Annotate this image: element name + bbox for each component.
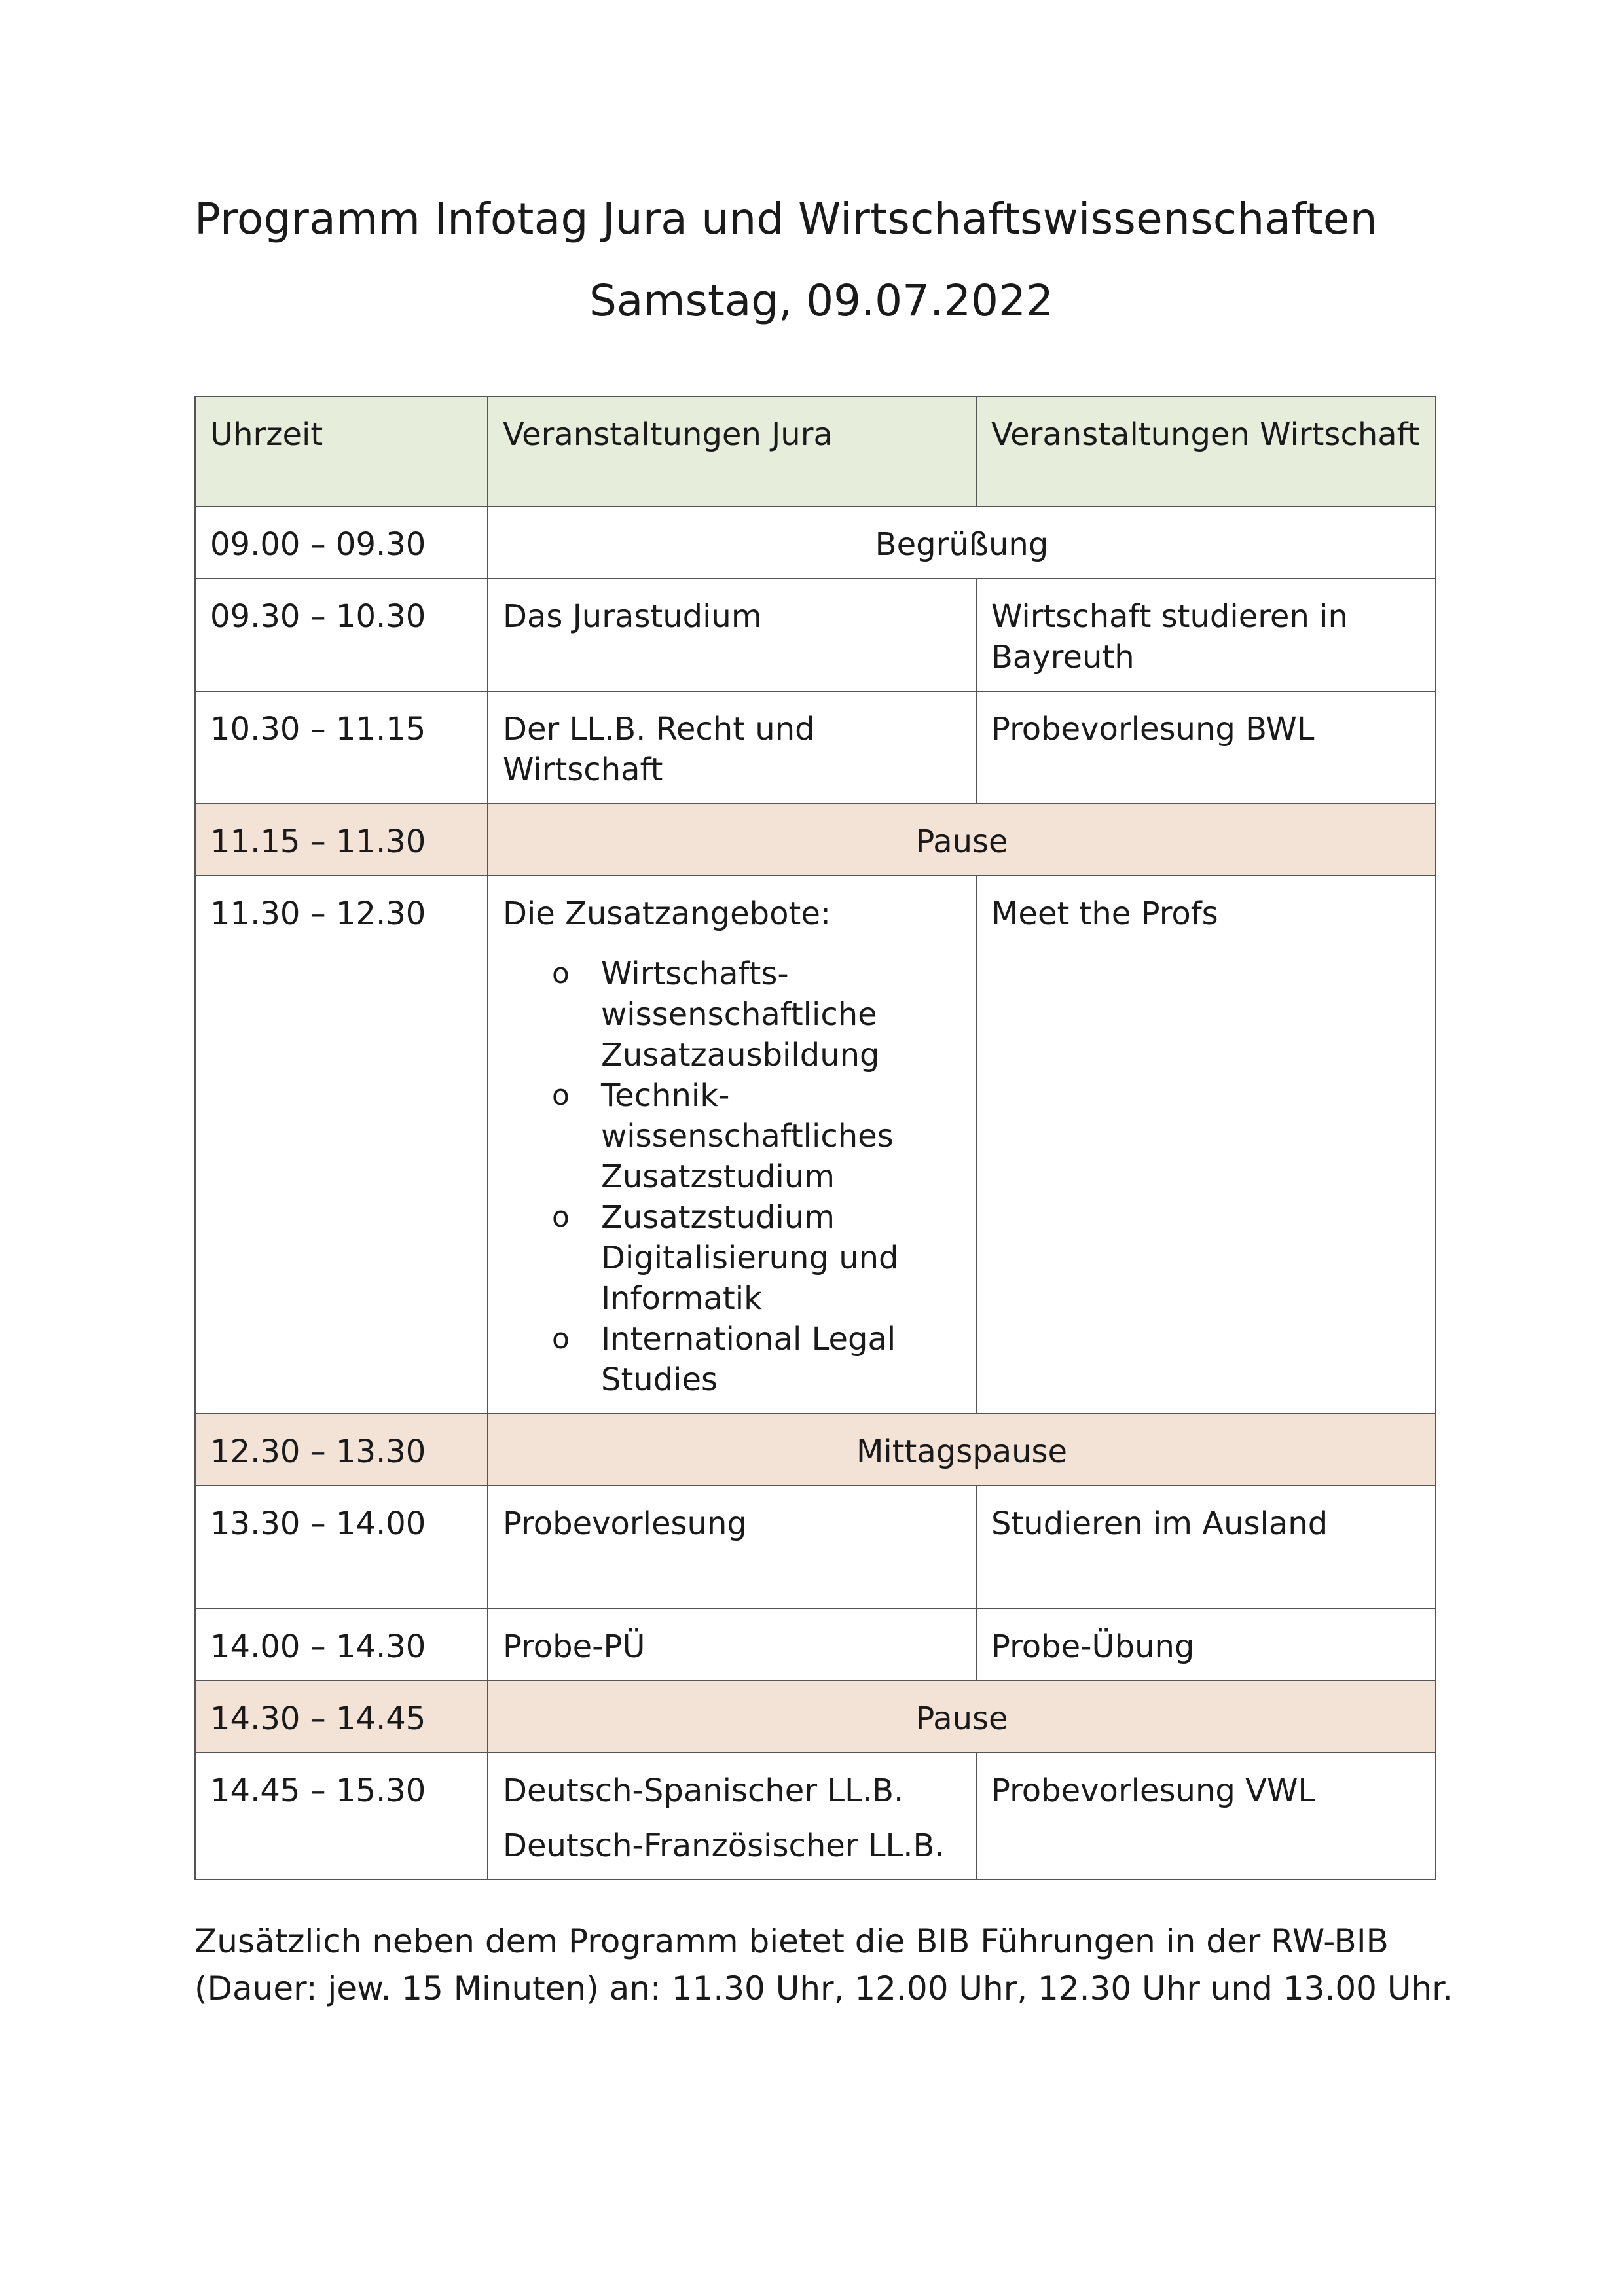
- list-item: o Technik-wissenschaftliches Zusatzstudium: [552, 1077, 894, 1195]
- pause-row: [195, 1414, 1436, 1486]
- time-cell: 14.00 – 14.30: [195, 1609, 488, 1681]
- wirtschaft-cell: Probevorlesung BWL: [976, 691, 1436, 804]
- time-cell: 14.45 – 15.30: [195, 1753, 488, 1880]
- footnote: Zusätzlich neben dem Programm bietet die BIB Führungen in der RW-BIB (Dauer: jew. 15 Minuten) an: 11.30 Uhr, 12.00 Uhr, 12.30 Uhr und 13.00 Uhr.: [194, 1922, 1453, 2007]
- time-cell: 14.30 – 14.45: [195, 1681, 488, 1753]
- jura-cell: Probevorlesung: [488, 1486, 976, 1609]
- jura-intro: Die Zusatzangebote:: [503, 895, 831, 932]
- page-subtitle: Samstag, 09.07.2022: [589, 276, 1054, 326]
- table-row: [195, 691, 1436, 804]
- wirtschaft-cell: Studieren im Ausland: [976, 1486, 1436, 1609]
- time-cell: 11.30 – 12.30: [195, 876, 488, 1414]
- jura-line-1: Deutsch-Spanischer LL.B.: [503, 1772, 904, 1809]
- header-wirtschaft: Veranstaltungen Wirtschaft: [976, 397, 1436, 507]
- table-row: [195, 1609, 1436, 1681]
- wirtschaft-cell: Probe-Übung: [976, 1609, 1436, 1681]
- table-row: [195, 507, 1436, 579]
- page-title: Programm Infotag Jura und Wirtschaftswissenschaften: [194, 194, 1377, 244]
- list-item: o Wirtschafts-wissenschaftliche Zusatzausbildung: [552, 956, 880, 1073]
- pause-row: [195, 804, 1436, 876]
- table-row: [195, 876, 1436, 1414]
- time-cell: 13.30 – 14.00: [195, 1486, 488, 1609]
- time-cell: 11.15 – 11.30: [195, 804, 488, 876]
- merged-cell: Mittagspause: [488, 1414, 1436, 1486]
- list-item: o International Legal Studies: [552, 1321, 896, 1398]
- table-header-row: [195, 397, 1436, 507]
- jura-cell: [488, 1753, 976, 1880]
- jura-cell: Probe-PÜ: [488, 1609, 976, 1681]
- time-cell: 09.00 – 09.30: [195, 507, 488, 579]
- header-time: Uhrzeit: [195, 397, 488, 507]
- schedule-table: [194, 396, 1436, 1880]
- merged-cell: Pause: [488, 804, 1436, 876]
- time-cell: 10.30 – 11.15: [195, 691, 488, 804]
- zusatzangebote-list: [503, 954, 961, 1400]
- wirtschaft-cell: Probevorlesung VWL: [976, 1753, 1436, 1880]
- wirtschaft-cell: Wirtschaft studieren in Bayreuth: [976, 579, 1436, 691]
- merged-cell: Begrüßung: [488, 507, 1436, 579]
- wirtschaft-cell: Meet the Profs: [976, 876, 1436, 1414]
- list-item: o Zusatzstudium Digitalisierung und Informatik: [552, 1199, 899, 1317]
- time-cell: 12.30 – 13.30: [195, 1414, 488, 1486]
- table-row: [195, 1753, 1436, 1880]
- pause-row: [195, 1681, 1436, 1753]
- merged-cell: Pause: [488, 1681, 1436, 1753]
- header-jura: Veranstaltungen Jura: [488, 397, 976, 507]
- table-row: [195, 1486, 1436, 1609]
- jura-line-2: Deutsch-Französischer LL.B.: [503, 1827, 945, 1864]
- jura-cell: Das Jurastudium: [488, 579, 976, 691]
- jura-cell: [488, 876, 976, 1414]
- table-row: [195, 579, 1436, 691]
- jura-cell: Der LL.B. Recht und Wirtschaft: [488, 691, 976, 804]
- time-cell: 09.30 – 10.30: [195, 579, 488, 691]
